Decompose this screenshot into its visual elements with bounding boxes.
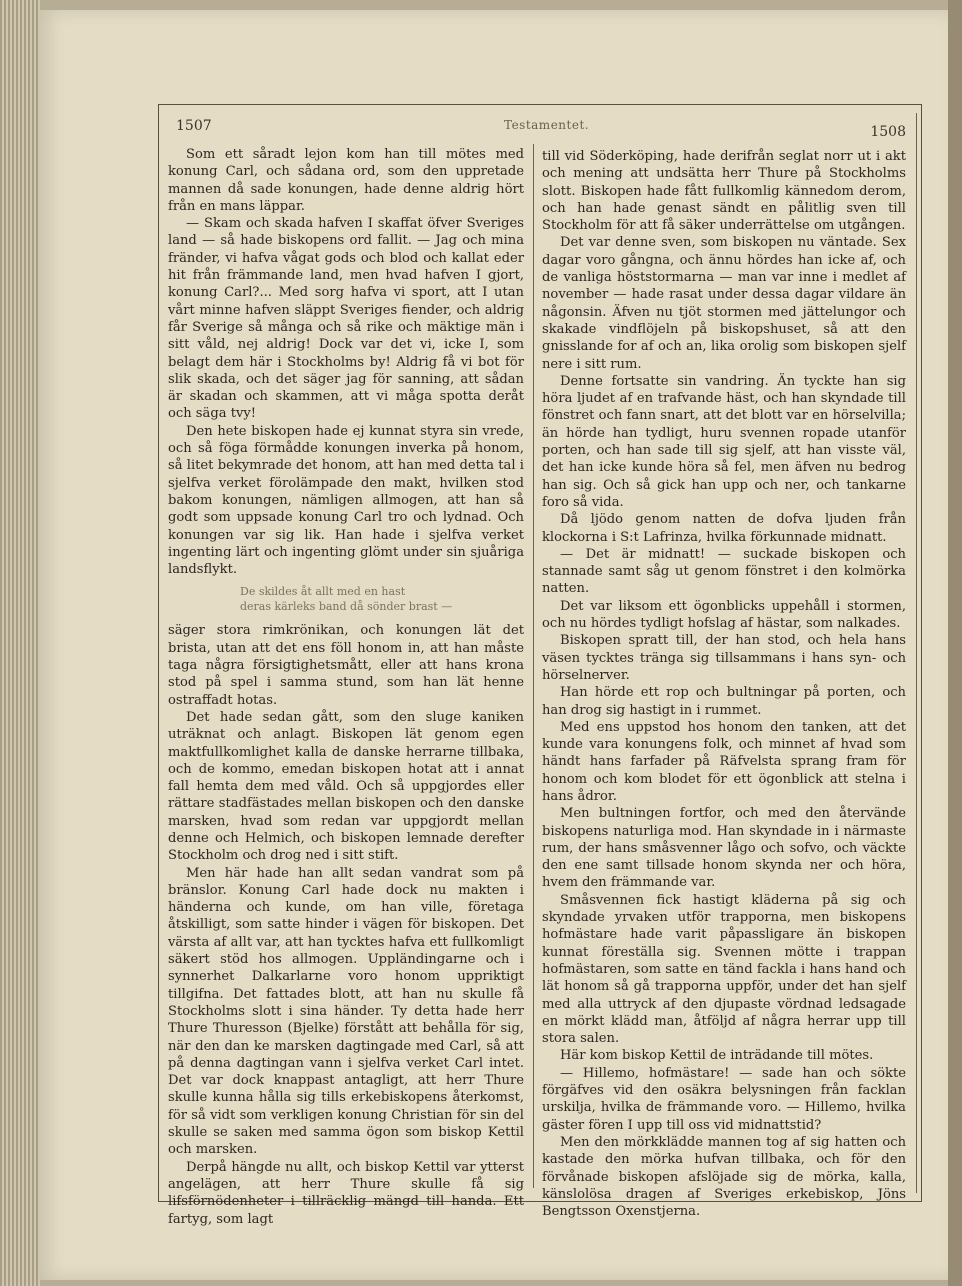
right-column bbox=[542, 148, 906, 1220]
page-number-right: 1508 bbox=[870, 124, 906, 140]
paragraph: Denne fortsatte sin vandring. Än tyckte han sig höra ljudet af en trafvande häst, och han skyndade till fönstret och fann snart, att det blott var en hörselvilla; än hörde han tydligt, huru svennen ropade utanför porten, och han sade till sig sjelf, att han visste väl, det han icke kunde höra så fel, men äfven nu bedrog han sig. Och så gick han upp och ner, och tankarne foro så vida. bbox=[542, 373, 906, 510]
verse-line: De skildes åt allt med en hast bbox=[240, 585, 406, 599]
page-header bbox=[176, 118, 906, 140]
column-divider bbox=[533, 144, 534, 1188]
book-page-edges bbox=[0, 0, 40, 1286]
paragraph: Det var denne sven, som biskopen nu väntade. Sex dagar voro gångna, och ännu hördes han icke af, och de vanliga höststormarna — man var inne i medlet af november — hade rasat under dessa dagar vildare än någonsin. Äfven nu tjöt stormen med jättelungor och skakade vindflöjeln på biskopshuset, så att den gnisslande for af och an, lika orolig som biskopen sjelf nere i sitt rum. bbox=[542, 235, 906, 372]
running-title: Testamentet. bbox=[504, 118, 590, 132]
paragraph: Men den mörkklädde mannen tog af sig hatten och kastade den mörka hufvan tillbaka, och för den förvånade biskopen afslöjade sig de mörka, kalla, känslolösa dragen af Sveriges erkebiskop, Jöns Bengtsson Oxenstjerna. bbox=[542, 1134, 906, 1220]
verse-line: deras kärleks band då sönder brast — bbox=[240, 600, 453, 614]
paragraph: — Hillemo, hofmästare! — sade han och sökte förgäfves vid den osäkra belysningen från facklan urskilja, hvilka de främmande voro. — Hillemo, hvilka gäster fören I upp till oss vid midnattstid? bbox=[542, 1065, 906, 1133]
page-number-left: 1507 bbox=[176, 118, 212, 134]
right-page-edge bbox=[948, 0, 962, 1286]
paragraph: Med ens uppstod hos honom den tanken, att det kunde vara konungens folk, och minnet af hvad som händt hans farfader på Räfvelsta sprang fram för honom och kom blodet för ett ögonblick att stelna i hans ådror. bbox=[542, 719, 906, 804]
paragraph: — Skam och skada hafven I skaffat öfver Sveriges land — så hade biskopens ord fallit. — Jag och mina fränder, vi hafva vågat gods och blod och kallat eder hit från främmande land, men hvad hafven I gjort, konung Carl?... Med sorg hafva vi sport, att I utan vårt minne hafven släppt Sveriges fiender, och aldrig får Sverige så många och så rike och mäktige män i sitt våld, nej aldrig! Dock var det vi, icke I, som belagt dem här i Stockholms by! Aldrig få vi bot för slik skada, och det säger jag för sanning, att sådan är skadan och skammen, att vi måga spotta deråt och säga tvy! bbox=[168, 216, 524, 422]
paragraph: Den hete biskopen hade ej kunnat styra sin vrede, och så föga förmådde konungen inverka på honom, så litet bekymrade det honom, att han med detta tal i sjelfva verket förolämpade den makt, hvilken stod bakom konungen, nämligen allmogen, att han så godt som uppsade konung Carl tro och lydnad. Och konungen var sig lik. Han hade i sjelfva verket ingenting lärt och ingenting glömt under sin sjuåriga landsflykt. bbox=[168, 423, 524, 578]
paragraph: Men här hade han allt sedan vandrat som på bränslor. Konung Carl hade dock nu makten i händerna och kunde, om han ville, företaga åtskilligt, som satte hinder i vägen för biskopen. Det värsta af allt var, att han tycktes hafva ett fullkomligt säkert stöd hos allmogen. Uppländingarne och i synnerhet Dalkarlarne voro honom uppriktigt tillgifna. Det fattades blott, att han nu skulle få Stockholms slott i sina händer. Ty detta hade herr Thure Thuresson (Bjelke) förstått att behålla för sig, när den dan ke marsken dagtingade med Carl, så att på denna dagtingan vann i sjelfva verket Carl intet. Det var dock knappast antagligt, att herr Thure skulle kunna hålla sig tills erkebiskopens återkomst, för så vidt som verkligen konung Christian för sin del skulle se saken med samma ögon som biskop Kettil och marsken. bbox=[168, 865, 524, 1158]
paragraph: Som ett såradt lejon kom han till mötes med konung Carl, och sådana ord, som den uppretade mannen då sade konungen, hade denne aldrig hört från en mans läppar. bbox=[168, 147, 524, 214]
paragraph: — Det är midnatt! — suckade biskopen och stannade samt såg ut genom fönstret i den kolmörka natten. bbox=[542, 546, 906, 597]
paragraph: Då ljödo genom natten de dofva ljuden från klockorna i S:t Lafrinza, hvilka förkunnade midnatt. bbox=[542, 512, 906, 545]
paragraph: Småsvennen fick hastigt kläderna på sig och skyndade yrvaken utför trapporna, men biskopens hofmästare hade varit påpassligare än biskopen kunnat föreställa sig. Svennen mötte i trappan hofmästaren, som satte en tänd fackla i hans hand och lät honom så gå trapporna uppför, under det han sjelf med alla uttryck af den djupaste vördnad ledsagade en mörkt klädd man, åtföljd af några herrar upp till stora salen. bbox=[542, 892, 906, 1047]
paragraph: säger stora rimkrönikan, och konungen lät det brista, utan att det ens föll honom in, att han måste taga några försigtighetsmått, eller att hans krona stod på spel i samma stund, som han lät henne ostraffadt hotas. bbox=[168, 623, 524, 708]
paragraph: Derpå hängde nu allt, och biskop Kettil var ytterst angelägen, att herr Thure skulle få sig lifsförnödenheter i tillräcklig mängd till handa. Ett fartyg, som lagt bbox=[168, 1159, 524, 1227]
paragraph: Det hade sedan gått, som den sluge kaniken uträknat och anlagt. Biskopen lät genom egen maktfullkomlighet kalla de danske herrarne tillbaka, och de kommo, emedan biskopen hotat att i annat fall hemta dem med våld. Och så uppgjordes eller rättare stadfästades mellan biskopen och den danske marsken, hvad som redan var uppgjordt mellan denne och Helmich, och biskopen lemnade derefter Stockholm och drog ned i sitt stift. bbox=[168, 709, 524, 864]
paragraph: Här kom biskop Kettil de inträdande till mötes. bbox=[560, 1048, 874, 1064]
left-column bbox=[168, 146, 524, 1228]
paragraph: Biskopen spratt till, der han stod, och hela hans väsen tycktes tränga sig tillsammans i hans syn- och hörselnerver. bbox=[542, 633, 906, 683]
paragraph: till vid Söderköping, hade derifrån seglat norr ut i akt och mening att undsätta herr Thure på Stockholms slott. Biskopen hade fått fullkomlig kännedom derom, och han hade genast sändt en pålitlig sven till Stockholm för att få säker underrättelse om utgången. bbox=[542, 149, 906, 234]
paragraph: Men bultningen fortfor, och med den återvände biskopens naturliga mod. Han skyndade in i närmaste rum, der hans småsvenner lågo och sofvo, och väckte den ene samt tillsade honom skynda ner och höra, hvem den främmande var. bbox=[542, 806, 906, 891]
paragraph: Det var liksom ett ögonblicks uppehåll i stormen, och nu hördes tydligt hofslag af hästar, som nalkades. bbox=[542, 598, 906, 632]
paragraph: Han hörde ett rop och bultningar på porten, och han drog sig hastigt in i rummet. bbox=[542, 685, 906, 718]
verse-quote bbox=[168, 584, 524, 614]
